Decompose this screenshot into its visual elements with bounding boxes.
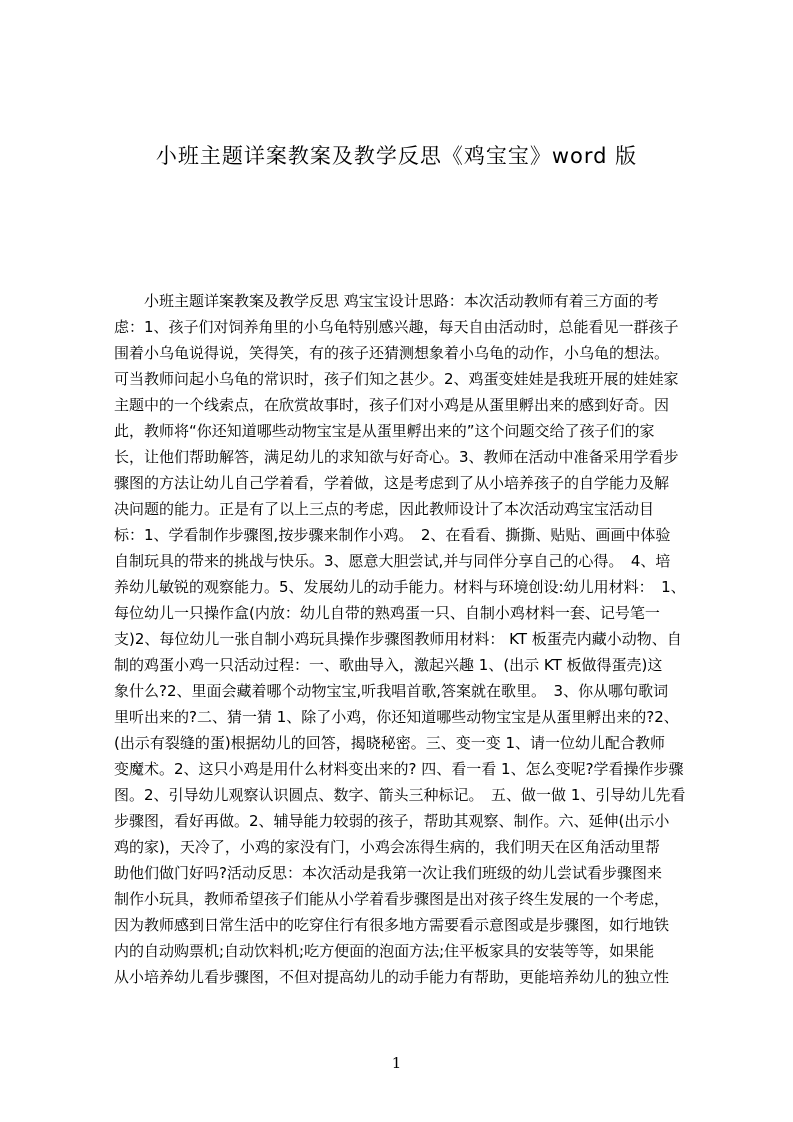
body-line: 制的鸡蛋小鸡一只活动过程：一、歌曲导入，激起兴趣 1、(出示 KT 板做得蛋壳)这 (114, 656, 663, 674)
body-line: 内的自动购票机;自动饮料机;吃方便面的泡面方法;住平板家具的安装等等，如果能 (114, 942, 655, 960)
body-line: 里听出来的?二、猜一猜 1、除了小鸡，你还知道哪些动物宝宝是从蛋里孵出来的?2、 (114, 708, 679, 726)
body-line: 养幼儿敏锐的观察能力。5、发展幼儿的动手能力。材料与环境创设:幼儿用材料： 1、 (114, 578, 686, 596)
body-line: 自制玩具的带来的挑战与快乐。3、愿意大胆尝试,并与同伴分享自己的心得。 4、培 (114, 552, 671, 570)
body-line: 支)2、每位幼儿一张自制小鸡玩具操作步骤图教师用材料： KT 板蛋壳内藏小动物、自 (114, 630, 682, 648)
body-line: 制作小玩具，教师希望孩子们能从小学着看步骤图是出对孩子终生发展的一个考虑， (114, 890, 670, 908)
document-title: 小班主题详案教案及教学反思《鸡宝宝》word 版 (155, 144, 638, 168)
body-line: 步骤图，看好再做。2、辅导能力较弱的孩子，帮助其观察、制作。六、延伸(出示小 (114, 812, 670, 830)
body-line: 每位幼儿一只操作盒(内放：幼儿自带的熟鸡蛋一只、自制小鸡材料一套、记号笔一 (114, 604, 660, 622)
body-line: 主题中的一个线索点，在欣赏故事时，孩子们对小鸡是从蛋里孵出来的感到好奇。因 (114, 396, 670, 414)
body-line: 长，让他们帮助解答，满足幼儿的求知欲与好奇心。3、教师在活动中准备采用学看步 (114, 448, 679, 466)
body-line: 变魔术。2、这只小鸡是用什么材料变出来的? 四、看一看 1、怎么变呢?学看操作步骤 (114, 760, 684, 778)
body-line: 虑：1、孩子们对饲养角里的小乌龟特别感兴趣，每天自由活动时，总能看见一群孩子 (114, 318, 679, 336)
body-line: (出示有裂缝的蛋)根据幼儿的回答，揭晓秘密。三、变一变 1、请一位幼儿配合教师 (114, 734, 666, 752)
body-line: 此，教师将“你还知道哪些动物宝宝是从蛋里孵出来的”这个问题交给了孩子们的家 (114, 422, 655, 440)
body-line: 鸡的家)，天冷了，小鸡的家没有门，小鸡会冻得生病的，我们明天在区角活动里帮 (114, 838, 660, 856)
body-line: 骤图的方法让幼儿自己学着看，学着做，这是考虑到了从小培养孩子的自学能力及解 (114, 474, 670, 492)
body-line: 小班主题详案教案及教学反思 鸡宝宝设计思路：本次活动教师有着三方面的考 (114, 292, 659, 310)
body-line: 决问题的能力。正是有了以上三点的考虑，因此教师设计了本次活动鸡宝宝活动目 (114, 500, 655, 518)
body-line: 从小培养幼儿看步骤图，不但对提高幼儿的动手能力有帮助，更能培养幼儿的独立性 (114, 968, 670, 986)
body-line: 标：1、学看制作步骤图,按步骤来制作小鸡。 2、在看看、撕撕、贴贴、画画中体验 (114, 526, 671, 544)
body-text (114, 288, 698, 986)
body-line: 助他们做门好吗?活动反思：本次活动是我第一次让我们班级的幼儿尝试看步骤图来 (114, 864, 662, 882)
body-line: 因为教师感到日常生活中的吃穿住行有很多地方需要看示意图或是步骤图，如行地铁 (114, 916, 670, 934)
body-line: 图。2、引导幼儿观察认识圆点、数字、箭头三种标记。 五、做一做 1、引导幼儿先看 (114, 786, 686, 804)
body-line: 象什么?2、里面会藏着哪个动物宝宝,听我唱首歌,答案就在歌里。 3、你从哪句歌词 (114, 682, 669, 700)
body-line: 围着小乌龟说得说，笑得笑，有的孩子还猜测想象着小乌龟的动作，小乌龟的想法。 (114, 344, 670, 362)
page-number: 1 (391, 1054, 402, 1072)
body-line: 可当教师问起小乌龟的常识时，孩子们知之甚少。2、鸡蛋变娃娃是我班开展的娃娃家 (114, 370, 679, 388)
